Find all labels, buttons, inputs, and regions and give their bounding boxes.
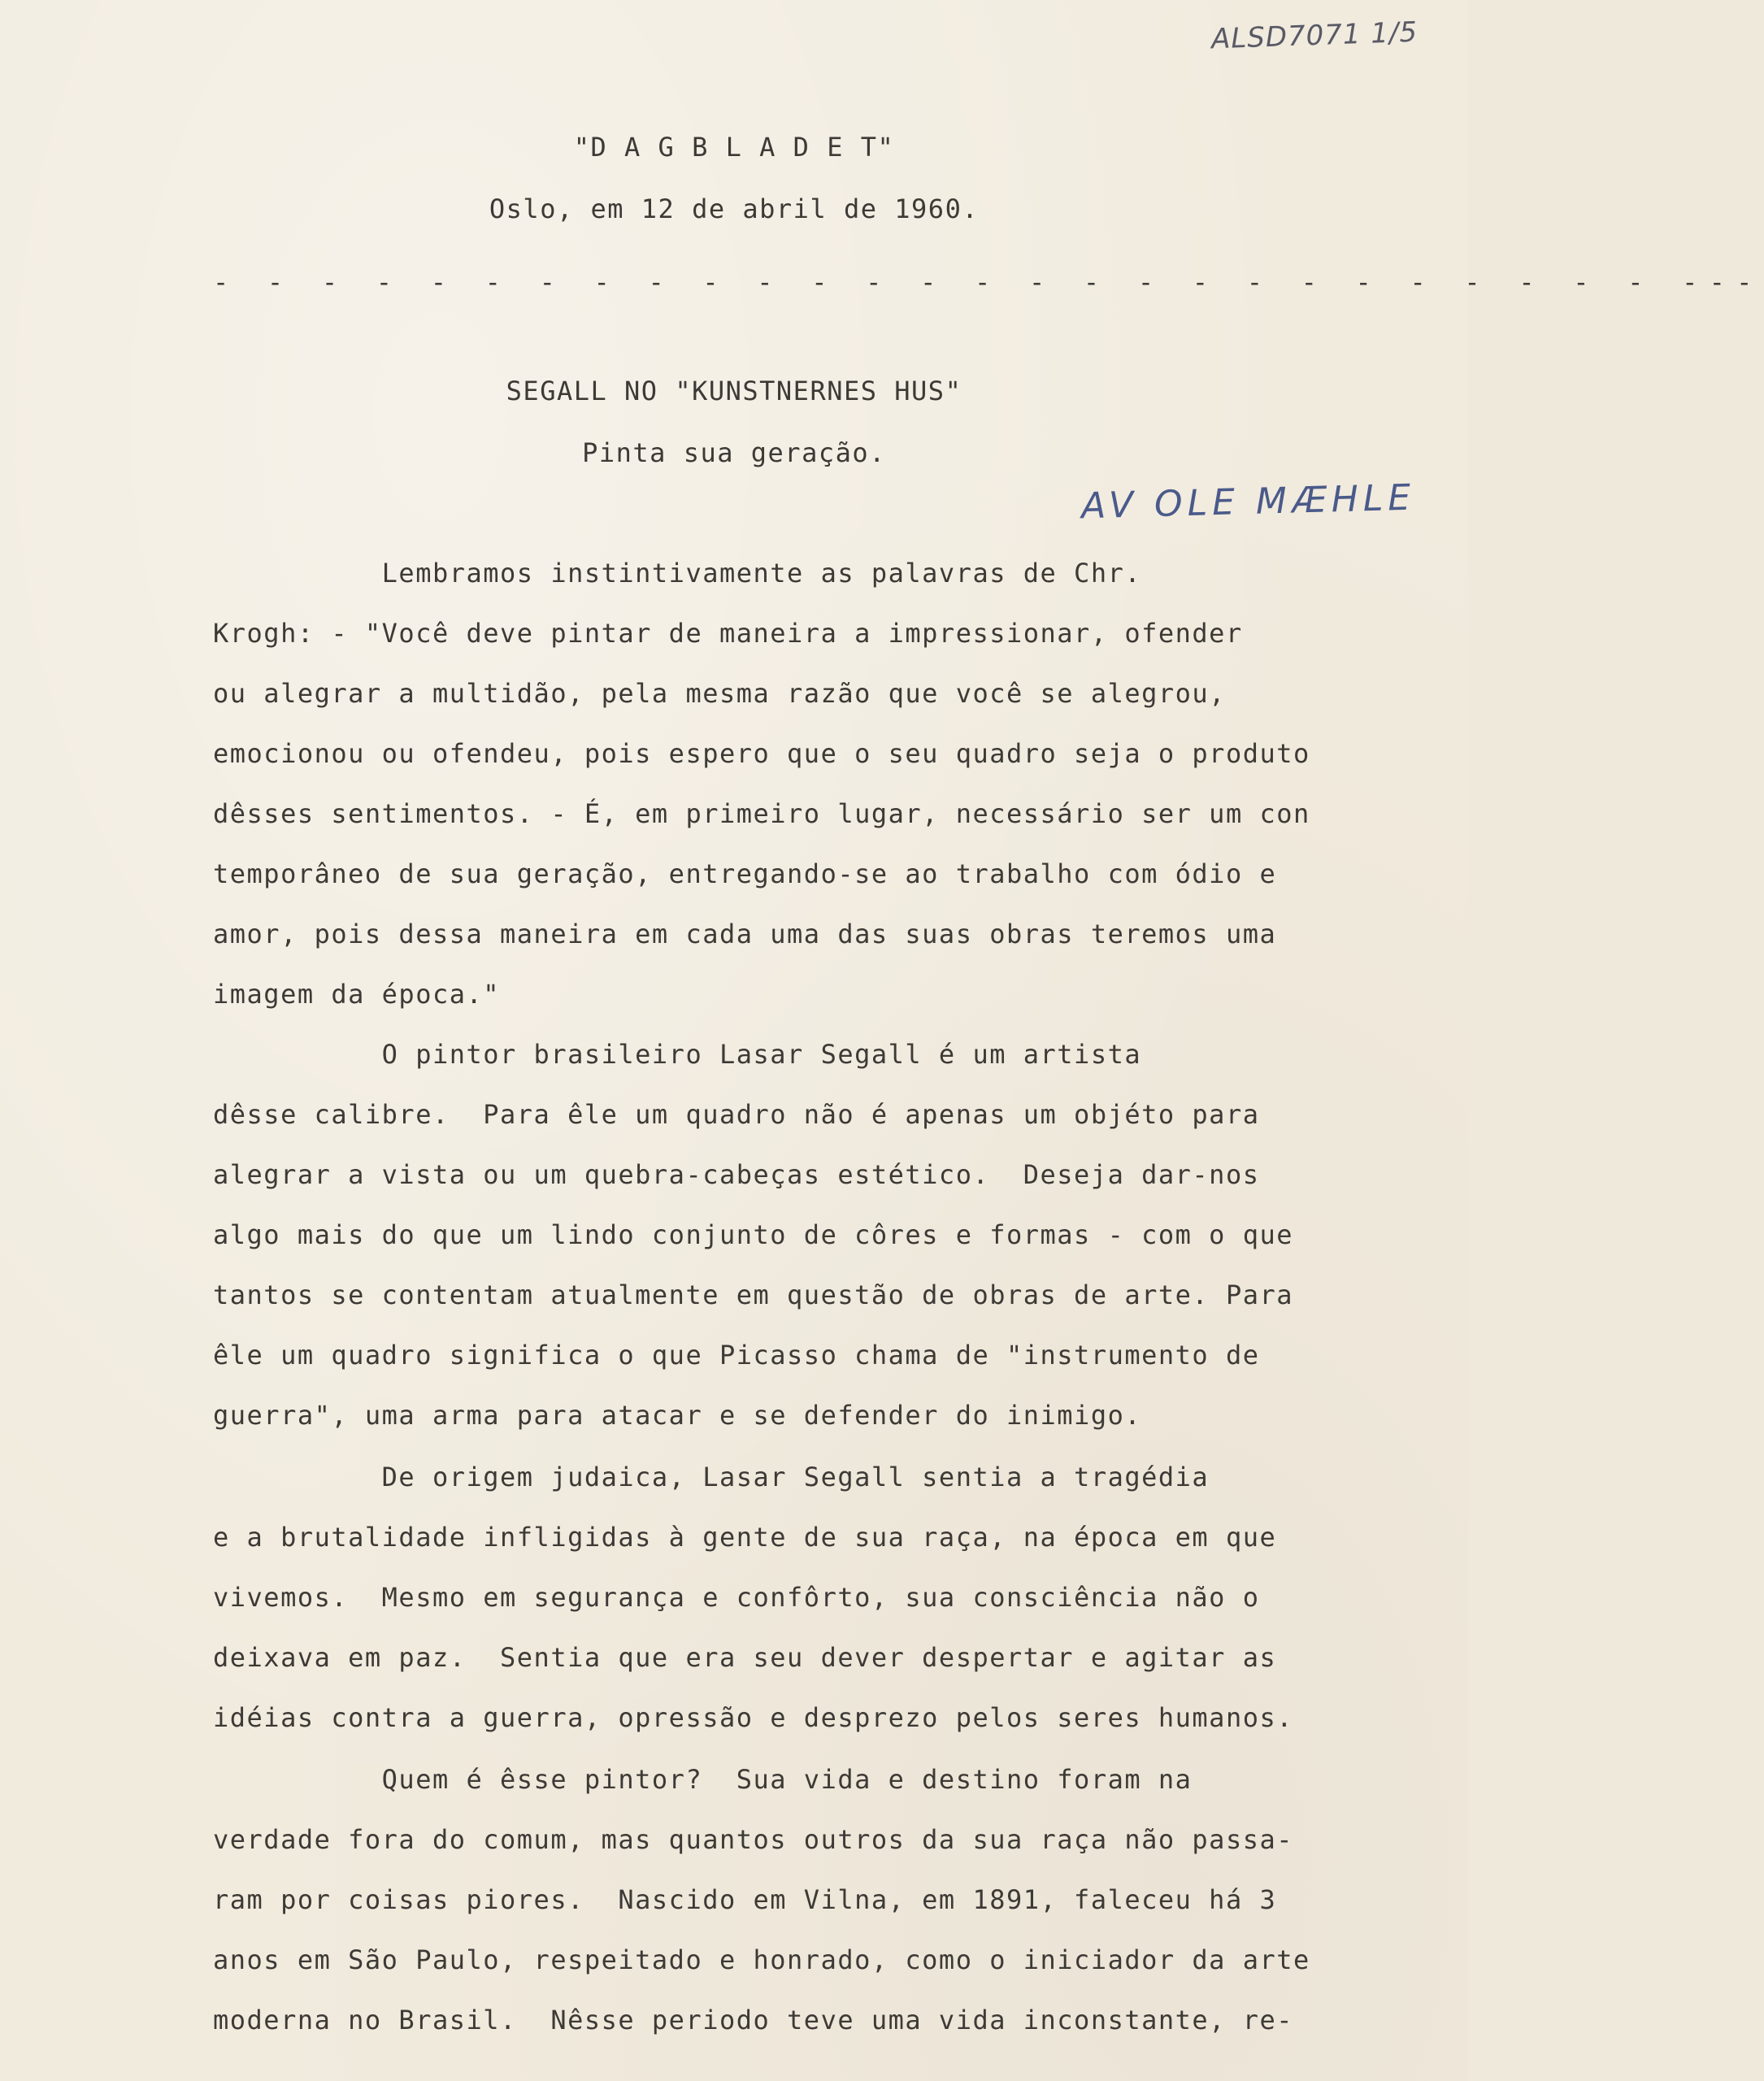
body-line: êle um quadro significa o que Picasso chama de "instrumento de [213, 1340, 1260, 1371]
body-line: alegrar a vista ou um quebra-cabeças estético. Deseja dar-nos [213, 1159, 1260, 1190]
body-line: Lembramos instintivamente as palavras de Chr. [213, 558, 1142, 589]
body-line: Quem é êsse pintor? Sua vida e destino foram na [213, 1764, 1193, 1795]
body-line: vivemos. Mesmo em segurança e confôrto, sua consciência não o [213, 1582, 1260, 1613]
body-line: ram por coisas piores. Nascido em Vilna, em 1891, faleceu há 3 [213, 1884, 1277, 1915]
body-line: e a brutalidade infligidas à gente de sua raça, na época em que [213, 1522, 1277, 1553]
headline-subtitle: Pinta sua geração. [582, 437, 886, 468]
body-line: temporâneo de sua geração, entregando-se ao trabalho com ódio e [213, 858, 1277, 889]
body-line: algo mais do que um lindo conjunto de côres e formas - com o que [213, 1219, 1293, 1250]
dashed-rule: - - - - - - - - - - - - - - - - - - - - - - - - - - - --- [213, 267, 1764, 298]
body-line: dêsse calibre. Para êle um quadro não é apenas um objéto para [213, 1099, 1260, 1130]
dateline: Oslo, em 12 de abril de 1960. [489, 193, 980, 224]
headline-title: SEGALL NO "KUNSTNERNES HUS" [506, 376, 962, 406]
body-line: idéias contra a guerra, opressão e desprezo pelos seres humanos. [213, 1702, 1293, 1733]
body-line: O pintor brasileiro Lasar Segall é um artista [213, 1039, 1142, 1070]
body-line: amor, pois dessa maneira em cada uma das suas obras teremos uma [213, 919, 1277, 949]
body-line: tantos se contentam atualmente em questão de obras de arte. Para [213, 1279, 1293, 1310]
body-line: verdade fora do comum, mas quantos outros da sua raça não passa- [213, 1824, 1293, 1855]
body-line: dêsses sentimentos. - É, em primeiro lugar, necessário ser um con [213, 798, 1310, 829]
body-line: moderna no Brasil. Nêsse periodo teve uma vida inconstante, re- [213, 2005, 1293, 2035]
body-line: deixava em paz. Sentia que era seu dever despertar e agitar as [213, 1642, 1277, 1673]
body-line: ou alegrar a multidão, pela mesma razão que você se alegrou, [213, 678, 1226, 709]
body-line: guerra", uma arma para atacar e se defender do inimigo. [213, 1400, 1142, 1431]
body-line: De origem judaica, Lasar Segall sentia a tragédia [213, 1462, 1210, 1492]
newspaper-name: "D A G B L A D E T" [573, 132, 895, 163]
body-line: emocionou ou ofendeu, pois espero que o seu quadro seja o produto [213, 738, 1310, 769]
archive-code: ALSD7071 1/5 [1210, 15, 1419, 56]
body-line: imagem da época." [213, 979, 501, 1010]
handwritten-byline: AV OLE MÆHLE [1080, 476, 1416, 528]
body-line: Krogh: - "Você deve pintar de maneira a impressionar, ofender [213, 618, 1243, 649]
body-line: anos em São Paulo, respeitado e honrado, como o iniciador da arte [213, 1944, 1310, 1975]
